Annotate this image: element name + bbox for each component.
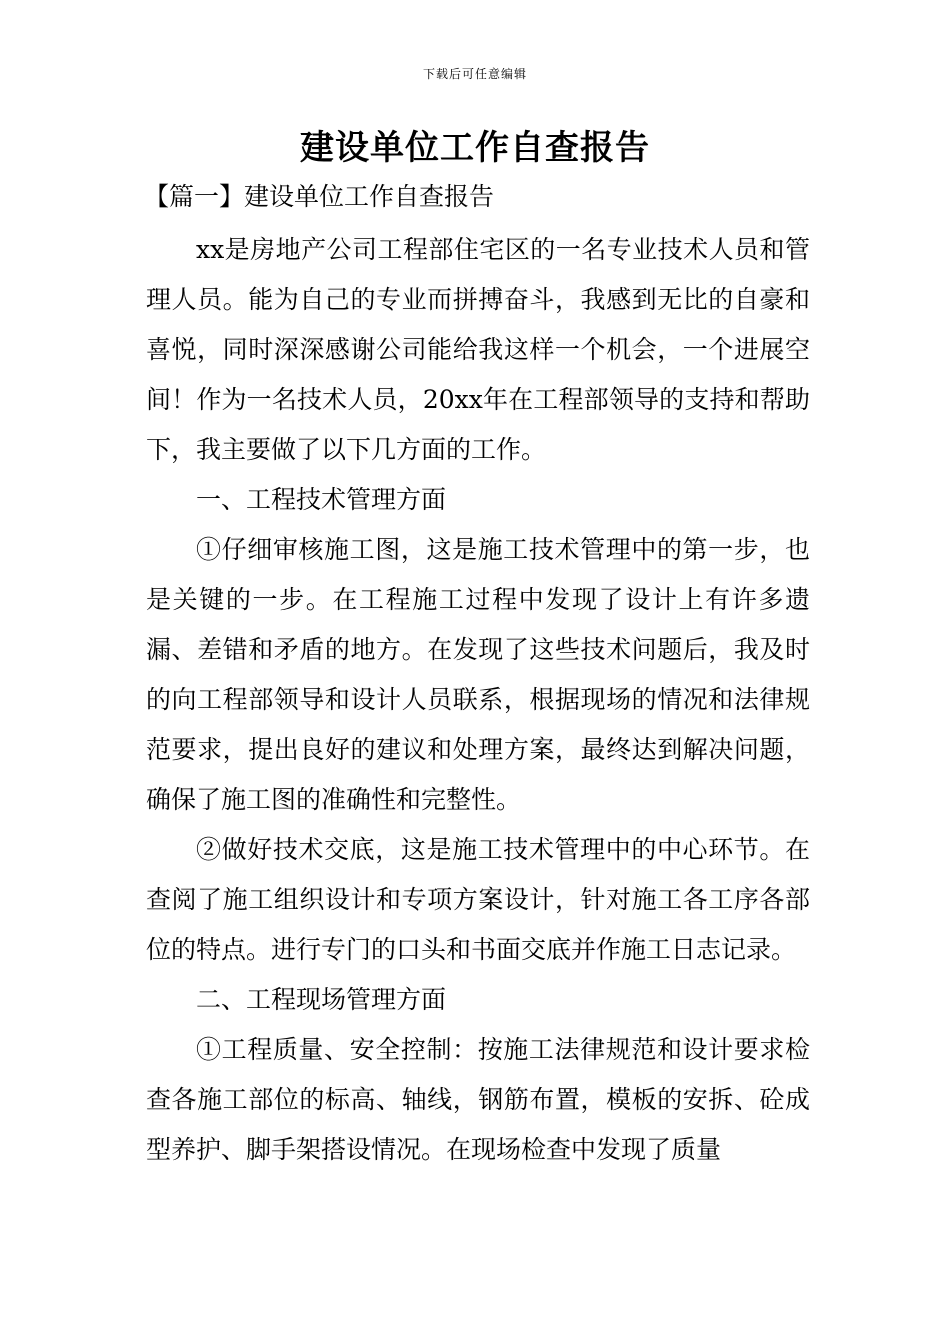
header-note: 下载后可任意编辑 [422,67,527,81]
document-body [146,225,810,1175]
heading-site-management: 二、工程现场管理方面 [196,985,447,1014]
heading-technical-management: 一、工程技术管理方面 [196,485,447,514]
paragraph-drawing-review: ①仔细审核施工图，这是施工技术管理中的第一步，也是关键的一步。在工程施工过程中发现了设计上有许多遗漏、差错和矛盾的地方。在发现了这些技术问题后，我及时的向工程部领导和设计人员联系，根据现场的情况和法律规范要求，提出良好的建议和处理方案，最终达到解决问题，确保了施工图的准确性和完整性。 [146,535,810,814]
paragraph-technical-briefing: ②做好技术交底，这是施工技术管理中的中心环节。在查阅了施工组织设计和专项方案设计，针对施工各工序各部位的特点。进行专门的口头和书面交底并作施工日志记录。 [146,835,810,964]
paragraph-quality-safety: ①工程质量、安全控制：按施工法律规范和设计要求检查各施工部位的标高、轴线，钢筋布置，模板的安拆、砼成型养护、脚手架搭设情况。在现场检查中发现了质量 [146,1035,810,1164]
paragraph-intro: xx是房地产公司工程部住宅区的一名专业技术人员和管理人员。能为自己的专业而拼搏奋斗，我感到无比的自豪和喜悦，同时深深感谢公司能给我这样一个机会，一个进展空间！作为一名技术人员，20xx年在工程部领导的支持和帮助下，我主要做了以下几方面的工作。 [146,235,810,464]
section-title: 【篇一】建设单位工作自查报告 [144,182,495,211]
document-title: 建设单位工作自查报告 [300,128,650,168]
